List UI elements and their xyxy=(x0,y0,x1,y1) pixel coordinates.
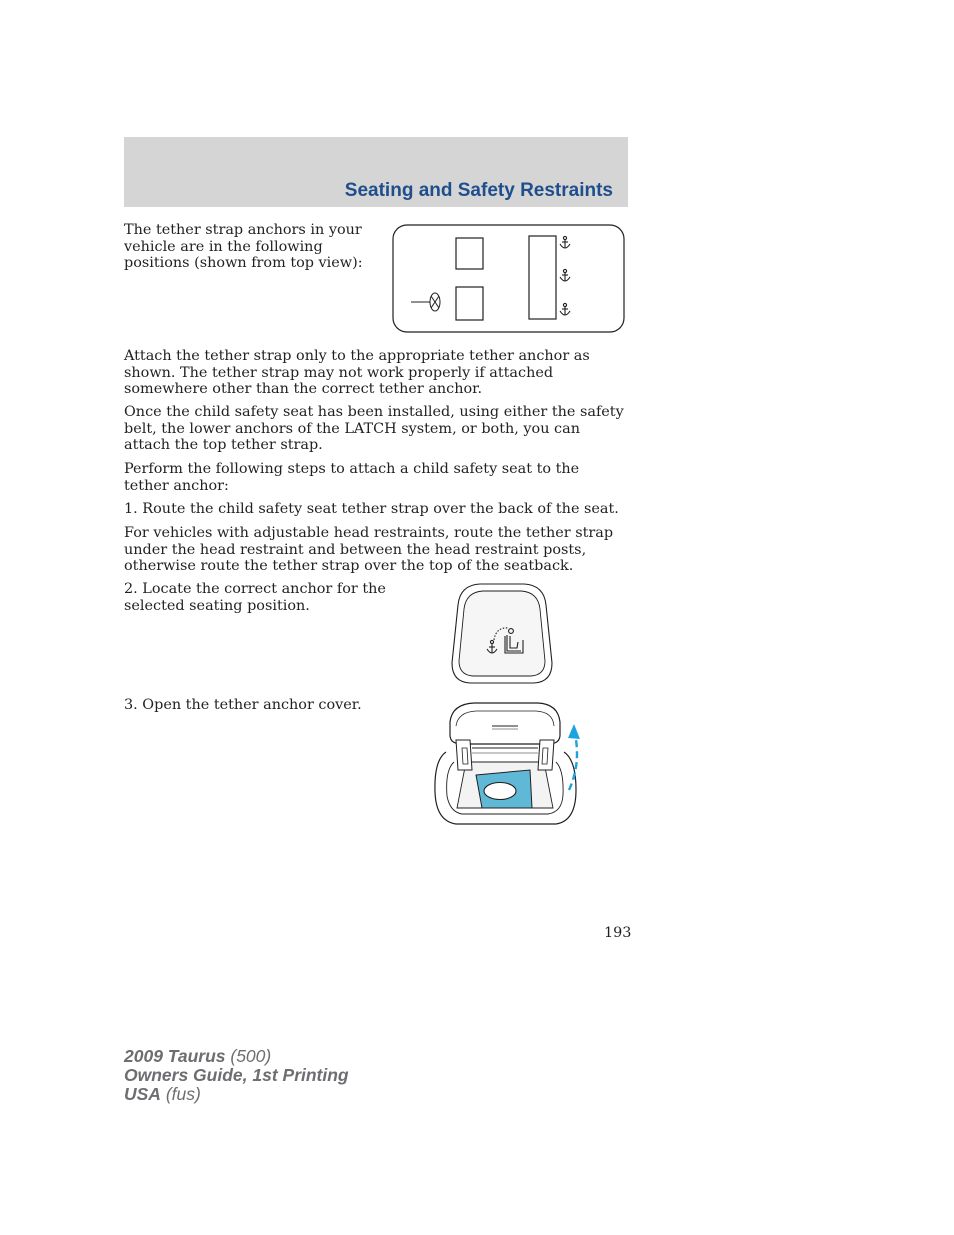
anchor-positions-diagram xyxy=(392,224,625,333)
page-number: 193 xyxy=(604,925,632,941)
section-header xyxy=(124,137,628,207)
paragraph-attach-strap: Attach the tether strap only to the appropriate tether anchor as shown. The tether strap may not work properly if attached somewhere other than the correct tether anchor. xyxy=(124,348,590,398)
steering-wheel-icon xyxy=(411,293,440,311)
anchor-cover-illustration xyxy=(450,583,554,684)
paragraph-after-installation: Once the child safety seat has been installed, using either the safety belt, the lower anchors of the LATCH system, or both, you can attach the top tether strap. xyxy=(124,404,624,454)
front-seat-driver xyxy=(456,287,483,320)
footer xyxy=(124,1047,349,1104)
footer-line-model: 2009 Taurus (500) xyxy=(124,1046,272,1066)
anchor-icon xyxy=(560,269,570,281)
step-1: 1. Route the child safety seat tether strap over the back of the seat. xyxy=(124,501,619,517)
anchor-icon xyxy=(560,303,570,315)
paragraph-anchor-positions: The tether strap anchors in your vehicle are in the following positions (shown from top view): xyxy=(124,222,363,272)
front-seat-right xyxy=(456,238,483,269)
paragraph-perform-steps: Perform the following steps to attach a child safety seat to the tether anchor: xyxy=(124,461,580,494)
anchor-icon xyxy=(560,236,570,248)
cover-inner xyxy=(459,591,545,676)
step-3: 3. Open the tether anchor cover. xyxy=(124,697,362,713)
step-2: 2. Locate the correct anchor for the selected seating position. xyxy=(124,581,386,614)
footer-line-market: USA (fus) xyxy=(124,1084,201,1104)
anchor-opening xyxy=(484,783,516,800)
section-title: Seating and Safety Restraints xyxy=(344,180,613,201)
rear-bench-seat xyxy=(529,236,556,319)
vehicle-outline xyxy=(393,225,624,332)
paragraph-head-restraints: For vehicles with adjustable head restraints, route the tether strap under the head restraint and between the head restraint posts, otherwise route the tether strap over the top of the seatback. xyxy=(124,525,614,575)
cover-lid xyxy=(450,703,560,744)
footer-line-printing: Owners Guide, 1st Printing xyxy=(124,1065,349,1085)
open-cover-illustration xyxy=(432,700,584,828)
